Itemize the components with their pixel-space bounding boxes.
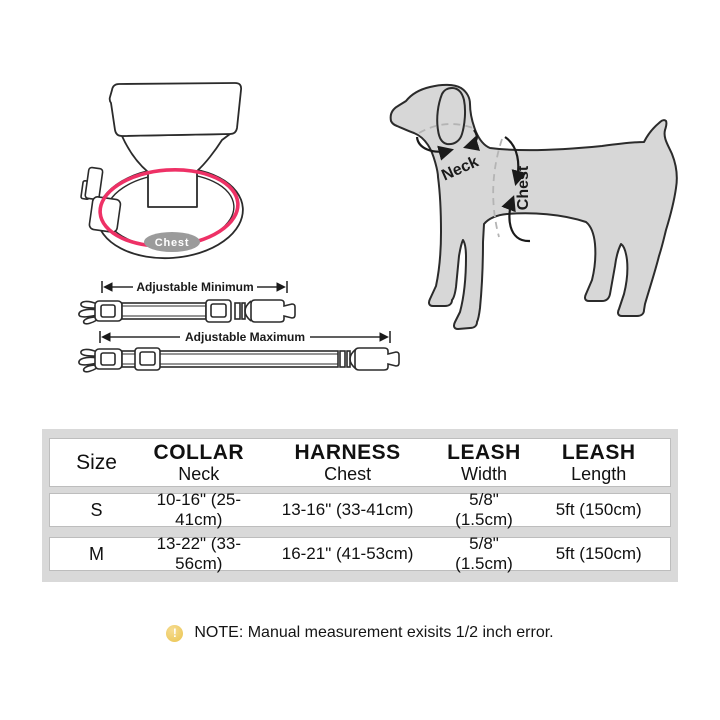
cell-leash-width: 5/8" (1.5cm) bbox=[455, 534, 513, 573]
cell-harness-chest: 16-21" (41-53cm) bbox=[281, 544, 414, 563]
dog-illustration bbox=[372, 42, 702, 342]
cell-collar-neck: 10-16" (25-41cm) bbox=[156, 490, 242, 529]
header-harness-sub: Chest bbox=[324, 463, 372, 484]
cell-harness-chest: 13-16" (33-41cm) bbox=[281, 500, 414, 519]
cell-leash-width: 5/8" (1.5cm) bbox=[455, 490, 513, 529]
size-table-header bbox=[49, 438, 671, 487]
size-table bbox=[42, 429, 678, 582]
cell-leash-length: 5ft (150cm) bbox=[555, 544, 642, 563]
harness-chest-label: Chest bbox=[154, 237, 190, 249]
header-leash-length-title: LEASH bbox=[561, 440, 636, 464]
exclamation-icon bbox=[166, 625, 183, 642]
cell-size: S bbox=[90, 499, 103, 520]
header-leash-width-sub: Width bbox=[460, 463, 507, 484]
cell-size: M bbox=[89, 543, 104, 564]
cell-collar-neck: 13-22" (33-56cm) bbox=[156, 534, 242, 573]
cell-leash-length: 5ft (150cm) bbox=[555, 500, 642, 519]
collar-illustrations bbox=[75, 275, 405, 405]
dog-silhouette bbox=[391, 85, 677, 329]
table-row-size-s bbox=[49, 490, 671, 529]
column-header-harness bbox=[255, 439, 441, 486]
header-harness-title: HARNESS bbox=[294, 440, 401, 464]
adjustable-minimum-label: Adjustable Minimum bbox=[136, 280, 254, 294]
note-text: NOTE: Manual measurement exisits 1/2 inch error. bbox=[194, 624, 554, 641]
exclamation-glyph: ! bbox=[172, 626, 177, 640]
dog-chest-label: Chest bbox=[515, 165, 532, 211]
header-size-title: Size bbox=[76, 450, 117, 474]
header-collar-sub: Neck bbox=[178, 463, 220, 484]
chest-pill bbox=[144, 232, 200, 252]
table-row-size-m bbox=[49, 534, 671, 573]
column-header-leash-width bbox=[441, 439, 528, 486]
column-header-size bbox=[50, 439, 143, 486]
header-leash-width-title: LEASH bbox=[447, 440, 521, 464]
adjustable-maximum-label: Adjustable Maximum bbox=[184, 330, 306, 344]
measurement-note bbox=[0, 617, 720, 649]
column-header-leash-length bbox=[527, 439, 670, 486]
column-header-collar bbox=[143, 439, 255, 486]
header-leash-length-sub: Length bbox=[571, 463, 627, 484]
dog-ear bbox=[437, 88, 465, 144]
harness-illustration bbox=[60, 55, 320, 285]
header-collar-title: COLLAR bbox=[153, 440, 245, 464]
dog-neck-label: Neck bbox=[439, 153, 482, 185]
